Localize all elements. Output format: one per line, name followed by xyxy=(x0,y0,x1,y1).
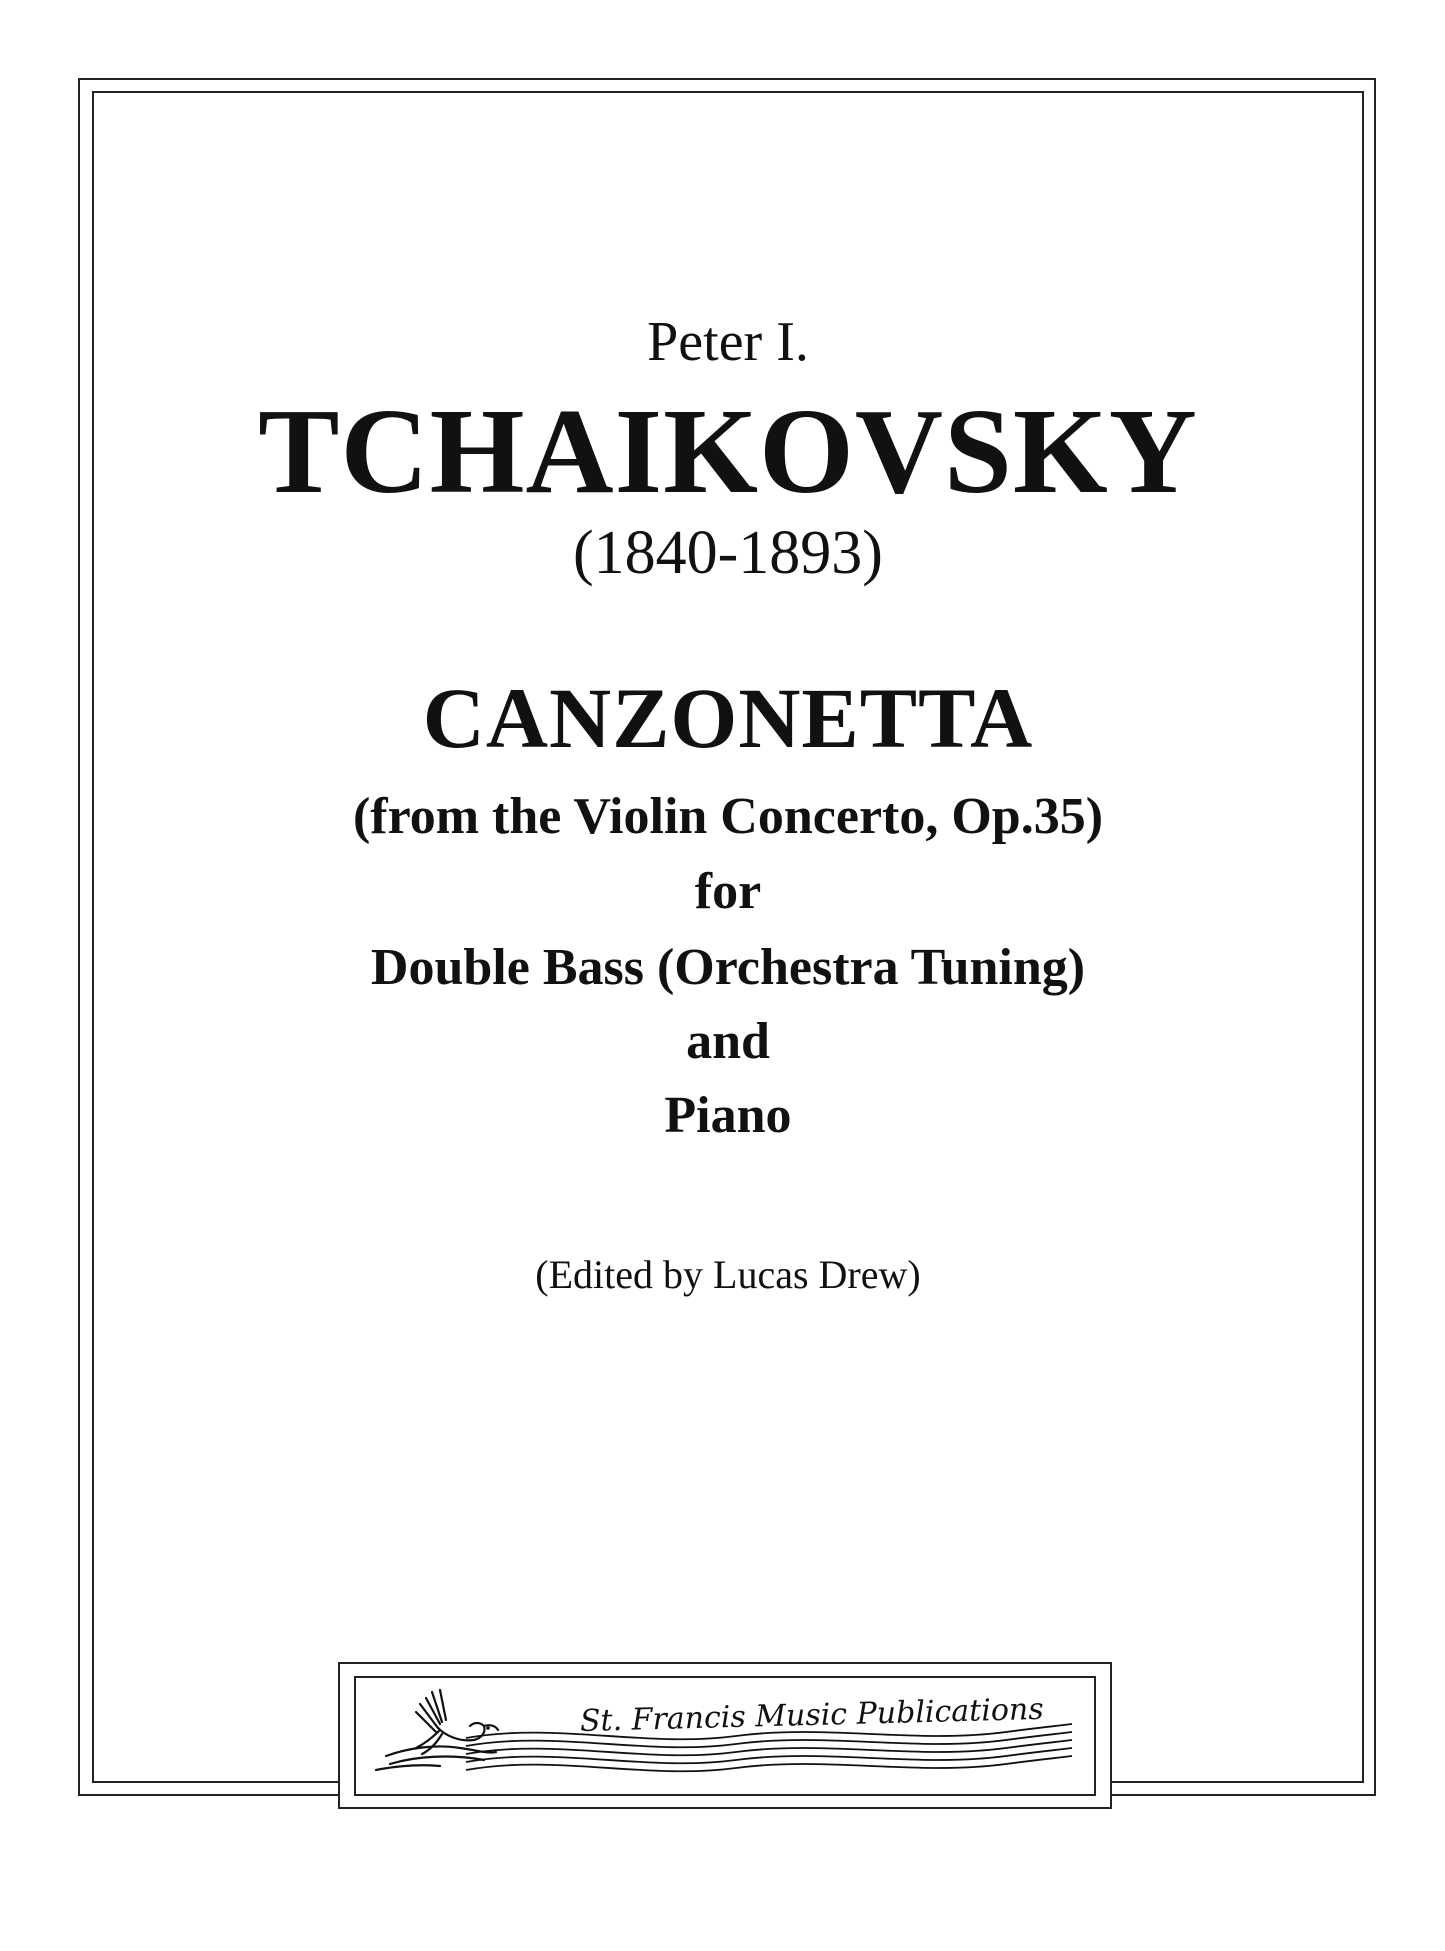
composer-dates: (1840-1893) xyxy=(573,519,883,587)
work-second-instrument: Piano xyxy=(664,1087,792,1144)
work-title: CANZONETTA xyxy=(422,670,1034,766)
editor-credit: (Edited by Lucas Drew) xyxy=(535,1252,921,1297)
publisher-name: St. Francis Music Publications xyxy=(579,1691,1045,1739)
work-and-word: and xyxy=(686,1013,770,1070)
work-subtitle: (from the Violin Concerto, Op.35) xyxy=(352,788,1104,845)
composer-first-name: Peter I. xyxy=(647,311,809,373)
work-instrument: Double Bass (Orchestra Tuning) xyxy=(370,939,1086,996)
composer-last-name: TCHAIKOVSKY xyxy=(258,384,1198,519)
work-for-word: for xyxy=(694,863,762,920)
